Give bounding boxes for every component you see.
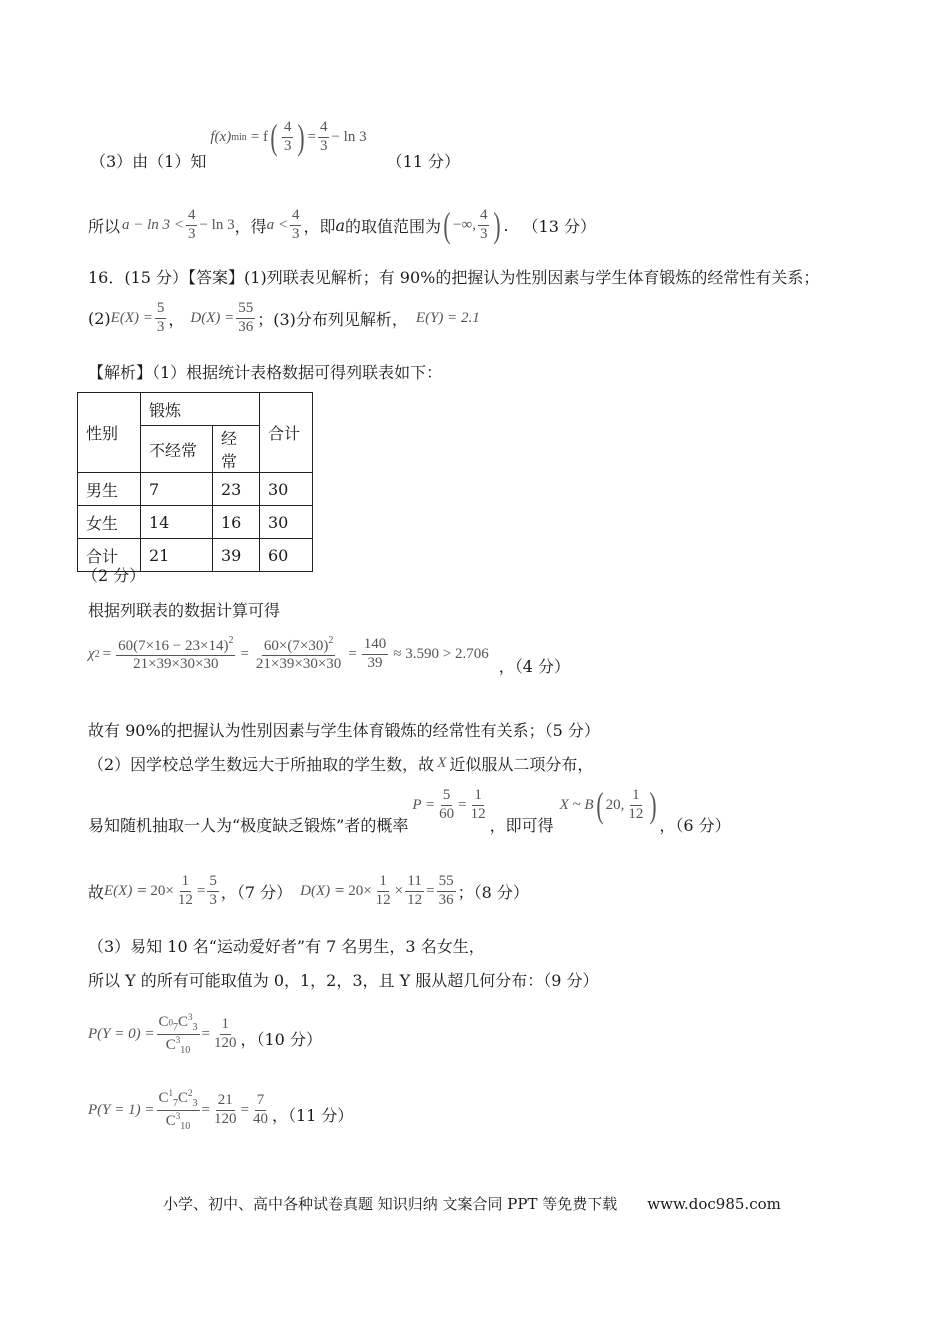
frac-5-60 — [437, 787, 456, 823]
cell: 23 — [213, 473, 260, 506]
num-text: 60×(7×30) — [263, 637, 329, 654]
score: ，（4 分） — [498, 656, 571, 676]
EY: E(Y) = 2.1 — [415, 309, 480, 326]
num: 11 — [405, 873, 423, 891]
num: 1 — [630, 787, 642, 805]
frac-4-3d — [478, 207, 490, 243]
calc-intro: 根据列联表的数据计算可得 — [88, 601, 281, 620]
frac-chi-2 — [254, 635, 343, 674]
mult: = 20× — [335, 882, 372, 899]
cell: 14 — [141, 506, 213, 539]
P1: P(Y = 1) = — [88, 1101, 155, 1118]
score: ；（8 分） — [457, 882, 529, 902]
frac-5-3 — [207, 873, 219, 909]
text: 的取值范围为 — [345, 216, 442, 236]
formula-P — [412, 787, 489, 823]
cell: 16 — [213, 506, 260, 539]
frac-C — [157, 1088, 200, 1132]
minus-ln3: − ln 3 — [199, 216, 235, 233]
row-label: 男生 — [78, 473, 141, 506]
num: 4 — [478, 207, 490, 225]
minus-ln3: − ln 3 — [331, 128, 367, 145]
text: ，即可得 — [489, 816, 554, 835]
sup: 2 — [228, 634, 234, 646]
text: ， — [168, 309, 185, 329]
num: 55 — [437, 873, 456, 891]
ex-dx-line — [88, 868, 529, 914]
formula-binom — [560, 787, 660, 823]
text: (2) — [88, 308, 111, 328]
paren-right: ) — [297, 117, 306, 157]
score: ，（7 分） — [220, 882, 293, 902]
cell: 39 — [213, 539, 260, 572]
den: 3 — [156, 318, 165, 335]
frac-4-3 — [282, 119, 294, 155]
footer — [163, 1193, 781, 1214]
den: 12 — [470, 805, 486, 822]
binom: X ~ B — [559, 796, 594, 813]
num-text: 60(7×16 − 23×14) — [118, 637, 229, 654]
paren-left: ( — [270, 117, 278, 157]
eq: = — [201, 1101, 210, 1118]
num: 7 — [255, 1092, 267, 1110]
den: 12 — [177, 891, 193, 908]
den: $C^3_{10}$ — [165, 1110, 191, 1132]
header-not-often: 不经常 — [141, 426, 213, 473]
frac-11-12 — [405, 873, 424, 909]
score-2: （2 分） — [82, 566, 146, 585]
text: （2）因学校总学生数远大于所抽取的学生数，故 — [88, 755, 435, 774]
num: 1 — [377, 873, 389, 891]
formula-fmin — [210, 119, 366, 155]
text: ，即 — [303, 216, 336, 236]
eq: = — [102, 645, 112, 662]
den: 120 — [214, 1034, 237, 1051]
den: 3 — [479, 225, 488, 242]
den: 39 — [367, 654, 383, 671]
cell: 30 — [260, 506, 313, 539]
num — [262, 635, 335, 656]
frac-55-36 — [236, 300, 255, 336]
den: 36 — [438, 891, 454, 908]
frac-1-120 — [212, 1016, 239, 1052]
frac-21-120 — [212, 1092, 239, 1128]
mult: = 20× — [138, 882, 174, 899]
paren-right: ) — [649, 785, 657, 825]
cell: 7 — [141, 473, 213, 506]
a-lt: a < — [266, 216, 288, 233]
score: （11 分） — [386, 152, 461, 171]
text: ；(3)分布列见解析， — [257, 309, 408, 329]
P0: P(Y = 0) = — [88, 1025, 155, 1042]
frac-55-36 — [437, 873, 456, 909]
num: $C_{^07}C^3_3$ — [158, 1012, 198, 1033]
contingency-table — [77, 392, 313, 572]
den: 21×39×30×30 — [255, 656, 342, 672]
den: 3 — [319, 137, 328, 154]
cell: 30 — [260, 473, 313, 506]
den: 21×39×30×30 — [133, 656, 219, 672]
text: 近似服从二项分布， — [449, 755, 594, 774]
header-total: 合计 — [260, 393, 313, 473]
footer-url[interactable]: www.doc985.com — [647, 1195, 781, 1213]
text: ，得 — [234, 216, 267, 236]
part3b: 所以 Y 的所有可能取值为 0，1，2，3，且 Y 服从超几何分布：（9 分） — [88, 971, 599, 990]
frac-4-3 — [186, 207, 198, 243]
EX: E(X) = — [110, 309, 153, 326]
frac-1-12 — [469, 787, 488, 823]
frac-1-12b — [626, 787, 645, 823]
chi-sup: 2 — [94, 648, 100, 660]
cell: 60 — [260, 539, 313, 572]
line-part3-min — [90, 117, 461, 172]
num: 4 — [318, 119, 330, 137]
header-gender: 性别 — [78, 393, 141, 473]
den: 40 — [252, 1110, 268, 1127]
num: 21 — [216, 1092, 235, 1110]
eq: = — [348, 645, 357, 662]
den: 120 — [214, 1110, 237, 1127]
text: 所以 — [88, 216, 121, 236]
num: 1 — [472, 787, 484, 805]
num — [116, 635, 235, 656]
num: 1 — [220, 1016, 232, 1034]
var-X: X — [437, 755, 447, 771]
header-exercise: 锻炼 — [141, 393, 260, 426]
score: ，（10 分） — [240, 1029, 322, 1049]
eq: = — [458, 796, 467, 813]
score: ，（6 分） — [659, 816, 731, 835]
num: 4 — [186, 207, 198, 225]
table-row — [78, 473, 313, 506]
cell: 21 — [141, 539, 213, 572]
den: 36 — [238, 318, 254, 335]
q16-answer: 16．(15 分）【答案】(1)列联表见解析；有 90%的把握认为性别因素与学生体育锻炼的经常性有关系； — [88, 268, 820, 287]
eq: = — [240, 645, 249, 662]
footer-text: 小学、初中、高中各种试卷真题 知识归纳 文案合同 PPT 等免费下载 — [163, 1195, 618, 1213]
p-y0 — [88, 1010, 322, 1058]
p-y1 — [88, 1086, 353, 1134]
num: 1 — [180, 873, 192, 891]
chi: χ — [88, 645, 95, 662]
line-range — [88, 203, 596, 247]
num: 5 — [155, 300, 167, 318]
den: 12 — [407, 891, 423, 908]
part2-intro — [88, 752, 593, 775]
chi-square-formula — [88, 631, 570, 677]
frac-C — [157, 1012, 200, 1056]
num: 140 — [362, 636, 389, 654]
num: 5 — [207, 873, 219, 891]
table-row — [78, 506, 313, 539]
text: 故 — [88, 882, 105, 902]
P-eq: P = — [412, 796, 436, 813]
frac-1-12b — [374, 873, 393, 909]
den: 12 — [628, 805, 644, 822]
sup: 2 — [328, 634, 334, 646]
text: . — [503, 215, 509, 235]
analysis-heading: 【解析】（1）根据统计表格数据可得列联表如下： — [88, 363, 443, 382]
frac-4-3c — [290, 207, 302, 243]
eq: = — [426, 882, 435, 899]
DX: D(X) = — [300, 882, 344, 899]
frac-140-39 — [362, 636, 389, 672]
frac-4-3b — [318, 119, 330, 155]
den: 12 — [375, 891, 391, 908]
frac-5-3 — [155, 300, 167, 336]
prob-line — [88, 785, 731, 836]
den: 3 — [187, 225, 196, 242]
paren-left: ( — [595, 785, 604, 825]
num: 55 — [236, 300, 255, 318]
den: 3 — [209, 891, 217, 908]
frac-7-40 — [251, 1092, 270, 1128]
den: 3 — [283, 137, 292, 154]
EX: E(X) = — [104, 882, 147, 899]
DX: D(X) = — [190, 309, 235, 326]
f-of-x: f(x) — [210, 128, 232, 145]
row-label: 女生 — [78, 506, 141, 539]
num: 5 — [441, 787, 453, 805]
min-sub: min — [231, 131, 247, 143]
chi-result: ≈ 3.590 > 2.706 — [393, 645, 489, 662]
eq: = — [201, 1025, 210, 1042]
den: 3 — [291, 225, 300, 242]
den: 60 — [439, 805, 455, 822]
part3: （3）易知 10 名“运动爱好者”有 7 名男生，3 名女生， — [88, 937, 485, 956]
frac-chi-1 — [116, 635, 235, 674]
times: × — [394, 882, 404, 899]
conclusion: 故有 90%的把握认为性别因素与学生体育锻炼的经常性有关系；（5 分） — [88, 721, 600, 740]
neg-inf: −∞, — [453, 216, 476, 233]
text: （3）由（1）知 — [90, 152, 207, 171]
header-often: 经常 — [213, 426, 260, 473]
num: 4 — [282, 119, 294, 137]
q16-answer-2 — [88, 297, 480, 339]
score: ，（11 分） — [271, 1105, 354, 1125]
score: （13 分） — [522, 216, 596, 236]
eq: = — [240, 1101, 249, 1118]
num: $C^1_7C^2_3$ — [158, 1088, 198, 1109]
row-label: 合计 — [78, 539, 141, 572]
eq-f: = f — [250, 128, 268, 145]
eq: = — [196, 882, 206, 899]
num: 4 — [290, 207, 302, 225]
var-a: a — [335, 215, 346, 235]
den: $C^3_{10}$ — [165, 1034, 191, 1056]
a-ln3: a − ln 3 < — [122, 216, 184, 233]
paren-left: ( — [443, 205, 451, 245]
eq: = — [307, 128, 316, 145]
twenty: 20, — [605, 796, 625, 813]
paren-right: ) — [493, 205, 502, 245]
frac-1-12 — [176, 873, 195, 909]
text: 易知随机抽取一人为“极度缺乏锻炼”者的概率 — [88, 816, 409, 835]
